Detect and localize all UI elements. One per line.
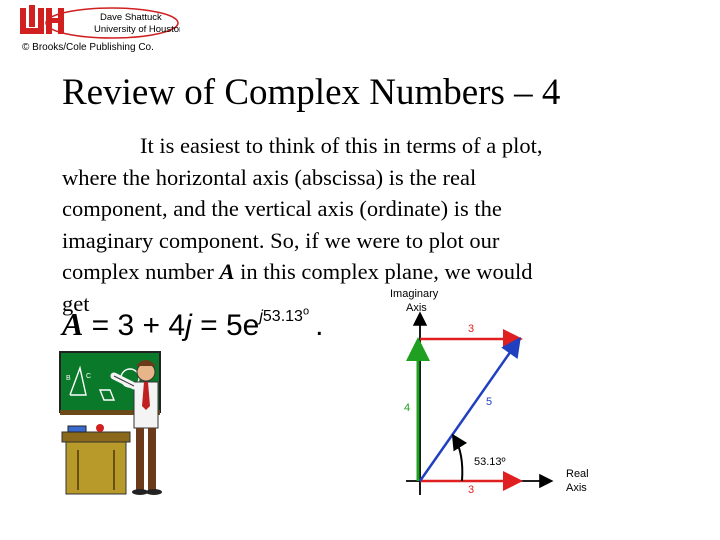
body-line-4: imaginary component. So, if we were to plot our (62, 227, 500, 253)
body-line-6: get (62, 290, 90, 316)
exponent-j: j (259, 308, 263, 325)
body-line-2: where the horizontal axis (abscissa) is the real (62, 164, 477, 190)
equation-rect: = 3 + 4 (83, 309, 186, 342)
body-line-3: component, and the vertical axis (ordinate) is the (62, 196, 502, 221)
exponent-value: 53.13 (262, 308, 303, 325)
y-axis-label-1: Imaginary (390, 288, 439, 300)
teacher-clipart (58, 350, 170, 498)
logo-line-2: University of Houston (94, 24, 180, 35)
top-component-label: 3 (468, 323, 475, 335)
equation (62, 306, 342, 346)
body-line-5b: in this complex plane, we would (234, 259, 533, 284)
svg-text:C: C (86, 373, 92, 380)
complex-plane-svg (370, 285, 620, 500)
x-axis-label-2: Axis (566, 482, 587, 494)
university-logo (8, 4, 180, 54)
complex-plane-plot (370, 285, 620, 500)
imag-component-label: 4 (404, 402, 411, 414)
uh-mark-icon (20, 5, 64, 34)
svg-text:B: B (66, 375, 71, 382)
x-axis-label-1: Real (566, 468, 589, 480)
bottom-component-label: 3 (468, 484, 475, 496)
angle-label: 53.13º (474, 456, 506, 468)
body-line-5a: complex number (62, 259, 220, 284)
body-line-5 (62, 256, 702, 288)
equation-lhs: A (62, 306, 84, 342)
variable-a: A (219, 259, 235, 284)
logo-line-1: Dave Shattuck (100, 12, 162, 23)
body-line-1: It is easiest to think of this in terms of a plot, (140, 133, 543, 158)
y-axis-label-2: Axis (406, 302, 427, 314)
magnitude-label: 5 (486, 396, 493, 408)
equation-j: j (185, 309, 192, 342)
slide-title: Review of Complex Numbers – 4 (62, 72, 561, 113)
teacher-at-chalkboard-icon (58, 350, 170, 498)
exponent-degree: o (302, 305, 310, 318)
equation-period: . (315, 309, 324, 342)
equation-polar: = 5e (191, 309, 260, 342)
angle-arc (454, 437, 462, 481)
logo-copyright: © Brooks/Cole Publishing Co. (22, 42, 154, 53)
